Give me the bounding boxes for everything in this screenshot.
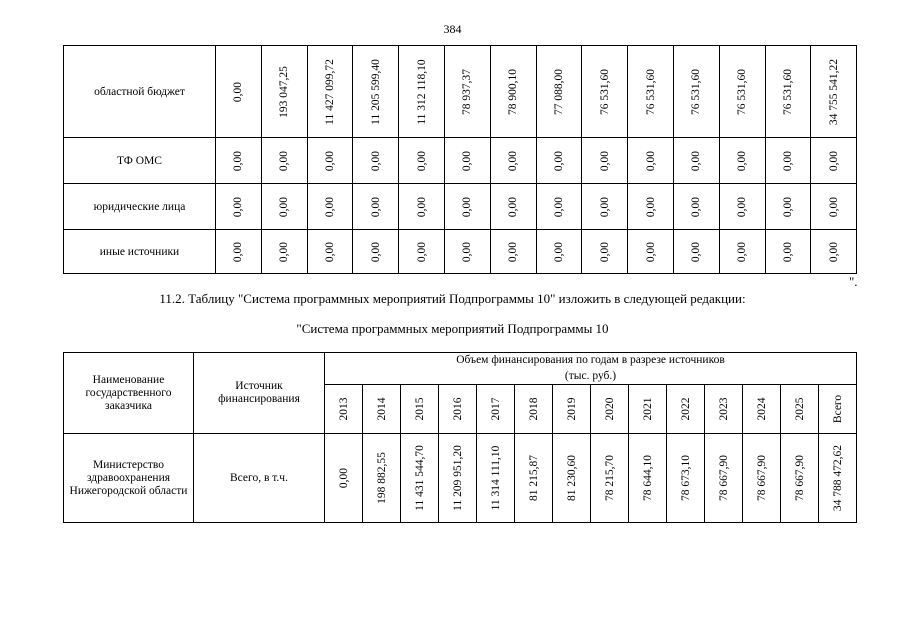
row-label: юридические лица bbox=[64, 184, 216, 230]
value-text: 11 209 951,20 bbox=[451, 445, 464, 511]
value-text: 0,00 bbox=[690, 241, 703, 262]
value-text: 0,00 bbox=[278, 196, 291, 217]
value-cell bbox=[628, 230, 674, 274]
value-text: 81 230,60 bbox=[565, 455, 578, 501]
year-label: 2023 bbox=[717, 397, 730, 421]
value-cell bbox=[811, 184, 857, 230]
value-cell bbox=[781, 434, 819, 523]
year-header bbox=[705, 385, 743, 434]
value-text: 0,00 bbox=[552, 196, 565, 217]
value-cell bbox=[216, 138, 262, 184]
value-text: 0,00 bbox=[232, 150, 245, 171]
value-cell bbox=[216, 184, 262, 230]
value-cell bbox=[490, 184, 536, 230]
year-header bbox=[363, 385, 401, 434]
value-text: 0,00 bbox=[781, 241, 794, 262]
table-row bbox=[64, 138, 857, 184]
year-label: 2013 bbox=[337, 397, 350, 421]
value-cell bbox=[399, 184, 445, 230]
value-text: 76 531,60 bbox=[736, 68, 749, 115]
year-header bbox=[591, 385, 629, 434]
value-text: 0,00 bbox=[507, 196, 520, 217]
value-text: 0,00 bbox=[781, 196, 794, 217]
value-cell bbox=[536, 46, 582, 138]
year-header bbox=[553, 385, 591, 434]
value-text: 0,00 bbox=[323, 196, 336, 217]
year-header bbox=[401, 385, 439, 434]
value-text: 78 667,90 bbox=[755, 455, 768, 501]
funding-sources-table bbox=[63, 45, 857, 274]
year-header bbox=[629, 385, 667, 434]
value-text: 0,00 bbox=[337, 467, 350, 489]
header-customer: Наименование государственного заказчика bbox=[64, 353, 194, 434]
value-cell bbox=[673, 230, 719, 274]
value-text: 0,00 bbox=[232, 241, 245, 262]
value-cell bbox=[765, 184, 811, 230]
value-text: 0,00 bbox=[369, 241, 382, 262]
value-text: 0,00 bbox=[644, 196, 657, 217]
value-cell bbox=[673, 46, 719, 138]
source-cell: Всего, в т.ч. bbox=[194, 434, 325, 523]
header-source: Источник финансирования bbox=[194, 353, 325, 434]
value-text: 0,00 bbox=[552, 150, 565, 171]
value-cell bbox=[811, 46, 857, 138]
row-label: ТФ ОМС bbox=[64, 138, 216, 184]
year-header bbox=[477, 385, 515, 434]
year-label: 2024 bbox=[755, 397, 768, 421]
value-cell bbox=[719, 184, 765, 230]
value-text: 0,00 bbox=[507, 150, 520, 171]
value-text: 34 755 541,22 bbox=[827, 58, 840, 125]
header-volume: Объем финансирования по годам в разрезе источников bbox=[325, 353, 857, 369]
value-text: 78 215,70 bbox=[603, 455, 616, 501]
value-cell bbox=[536, 138, 582, 184]
table-row bbox=[64, 230, 857, 274]
value-cell bbox=[444, 46, 490, 138]
value-text: 0,00 bbox=[827, 150, 840, 171]
year-header bbox=[325, 385, 363, 434]
value-cell bbox=[439, 434, 477, 523]
value-text: 76 531,60 bbox=[598, 68, 611, 115]
year-label: 2019 bbox=[565, 397, 578, 421]
value-cell bbox=[353, 138, 399, 184]
value-text: 0,00 bbox=[736, 241, 749, 262]
value-cell bbox=[811, 138, 857, 184]
year-label: 2015 bbox=[413, 397, 426, 421]
year-label: 2022 bbox=[679, 397, 692, 421]
value-cell bbox=[399, 138, 445, 184]
value-cell bbox=[719, 230, 765, 274]
value-text: 0,00 bbox=[598, 241, 611, 262]
program-activities-table bbox=[63, 352, 857, 523]
year-header bbox=[781, 385, 819, 434]
value-text: 0,00 bbox=[598, 150, 611, 171]
value-cell bbox=[363, 434, 401, 523]
value-cell bbox=[261, 46, 307, 138]
value-cell bbox=[765, 230, 811, 274]
value-cell bbox=[553, 434, 591, 523]
value-text: 11 427 099,72 bbox=[323, 58, 336, 125]
value-cell bbox=[307, 230, 353, 274]
value-cell bbox=[444, 184, 490, 230]
value-text: 76 531,60 bbox=[690, 68, 703, 115]
value-cell bbox=[719, 46, 765, 138]
value-cell bbox=[673, 184, 719, 230]
value-text: 78 900,10 bbox=[507, 68, 520, 115]
row-label: областной бюджет bbox=[64, 46, 216, 138]
value-text: 78 644,10 bbox=[641, 455, 654, 501]
value-text: 11 205 599,40 bbox=[369, 58, 382, 125]
value-text: 77 088,00 bbox=[552, 68, 565, 115]
value-text: 0,00 bbox=[461, 196, 474, 217]
year-header bbox=[819, 385, 857, 434]
value-text: 0,00 bbox=[827, 241, 840, 262]
table-subtitle: "Система программных мероприятий Подпрограммы 10 bbox=[296, 321, 609, 336]
value-cell bbox=[353, 230, 399, 274]
value-cell bbox=[582, 184, 628, 230]
value-cell bbox=[444, 138, 490, 184]
value-cell bbox=[307, 184, 353, 230]
value-text: 0,00 bbox=[369, 196, 382, 217]
table-row bbox=[64, 46, 857, 138]
value-text: 81 215,87 bbox=[527, 455, 540, 501]
year-header bbox=[667, 385, 705, 434]
value-cell bbox=[307, 138, 353, 184]
header-units: (тыс. руб.) bbox=[325, 369, 857, 385]
value-text: 0,00 bbox=[415, 150, 428, 171]
page-number: 384 bbox=[443, 22, 462, 36]
value-cell bbox=[353, 46, 399, 138]
year-label: 2021 bbox=[641, 397, 654, 421]
value-text: 0,00 bbox=[278, 241, 291, 262]
table-row bbox=[64, 184, 857, 230]
value-text: 0,00 bbox=[507, 241, 520, 262]
value-text: 0,00 bbox=[598, 196, 611, 217]
value-text: 0,00 bbox=[232, 81, 245, 102]
value-cell bbox=[216, 46, 262, 138]
value-cell bbox=[765, 138, 811, 184]
value-text: 0,00 bbox=[781, 150, 794, 171]
value-text: 78 937,37 bbox=[461, 68, 474, 115]
value-cell bbox=[325, 434, 363, 523]
value-text: 78 673,10 bbox=[679, 455, 692, 501]
instruction-text: 11.2. Таблицу "Система программных мероприятий Подпрограммы 10" изложить в следующей редакции: bbox=[159, 291, 746, 306]
value-cell bbox=[515, 434, 553, 523]
value-cell bbox=[490, 46, 536, 138]
value-text: 0,00 bbox=[415, 241, 428, 262]
value-cell bbox=[629, 434, 667, 523]
value-text: 34 788 472,62 bbox=[831, 444, 844, 512]
value-cell bbox=[719, 138, 765, 184]
value-cell bbox=[401, 434, 439, 523]
value-text: 11 431 544,70 bbox=[413, 445, 426, 511]
value-cell bbox=[811, 230, 857, 274]
year-header bbox=[743, 385, 781, 434]
value-cell bbox=[591, 434, 629, 523]
year-label: 2025 bbox=[793, 397, 806, 421]
value-text: 0,00 bbox=[644, 241, 657, 262]
value-cell bbox=[536, 184, 582, 230]
value-cell bbox=[261, 230, 307, 274]
value-text: 78 667,90 bbox=[793, 455, 806, 501]
value-text: 0,00 bbox=[827, 196, 840, 217]
value-text: 0,00 bbox=[369, 150, 382, 171]
value-cell bbox=[582, 230, 628, 274]
value-cell bbox=[536, 230, 582, 274]
value-text: 0,00 bbox=[323, 150, 336, 171]
value-text: 0,00 bbox=[552, 241, 565, 262]
value-text: 0,00 bbox=[690, 196, 703, 217]
value-text: 0,00 bbox=[323, 241, 336, 262]
value-cell bbox=[628, 138, 674, 184]
closing-quote: ". bbox=[849, 274, 858, 289]
value-cell bbox=[261, 184, 307, 230]
value-cell bbox=[477, 434, 515, 523]
year-label: 2014 bbox=[375, 397, 388, 421]
value-cell bbox=[667, 434, 705, 523]
value-text: 0,00 bbox=[461, 241, 474, 262]
value-text: 0,00 bbox=[461, 150, 474, 171]
value-text: 78 667,90 bbox=[717, 455, 730, 501]
value-text: 0,00 bbox=[644, 150, 657, 171]
value-cell bbox=[628, 46, 674, 138]
value-cell bbox=[216, 230, 262, 274]
year-label: 2017 bbox=[489, 397, 502, 421]
value-cell bbox=[582, 138, 628, 184]
value-cell bbox=[765, 46, 811, 138]
value-text: 0,00 bbox=[736, 196, 749, 217]
value-text: 11 312 118,10 bbox=[415, 58, 428, 125]
value-text: 0,00 bbox=[415, 196, 428, 217]
value-cell bbox=[490, 138, 536, 184]
value-cell bbox=[705, 434, 743, 523]
value-cell bbox=[743, 434, 781, 523]
value-text: 198 882,55 bbox=[375, 452, 388, 504]
value-text: 0,00 bbox=[278, 150, 291, 171]
value-text: 76 531,60 bbox=[644, 68, 657, 115]
value-cell bbox=[399, 230, 445, 274]
customer-cell: Министерство здравоохранения Нижегородской области bbox=[64, 434, 194, 523]
value-cell bbox=[673, 138, 719, 184]
year-label: Всего bbox=[831, 394, 844, 424]
value-cell bbox=[353, 184, 399, 230]
value-cell bbox=[399, 46, 445, 138]
value-cell bbox=[582, 46, 628, 138]
value-cell bbox=[628, 184, 674, 230]
value-text: 76 531,60 bbox=[781, 68, 794, 115]
year-header bbox=[515, 385, 553, 434]
value-text: 0,00 bbox=[690, 150, 703, 171]
year-label: 2018 bbox=[527, 397, 540, 421]
value-text: 0,00 bbox=[736, 150, 749, 171]
value-cell bbox=[307, 46, 353, 138]
value-text: 11 314 111,10 bbox=[489, 445, 502, 511]
value-cell bbox=[490, 230, 536, 274]
value-cell bbox=[819, 434, 857, 523]
value-cell bbox=[444, 230, 490, 274]
year-label: 2016 bbox=[451, 397, 464, 421]
value-text: 193 047,25 bbox=[278, 65, 291, 118]
year-label: 2020 bbox=[603, 397, 616, 421]
year-header bbox=[439, 385, 477, 434]
row-label: иные источники bbox=[64, 230, 216, 274]
value-cell bbox=[261, 138, 307, 184]
value-text: 0,00 bbox=[232, 196, 245, 217]
